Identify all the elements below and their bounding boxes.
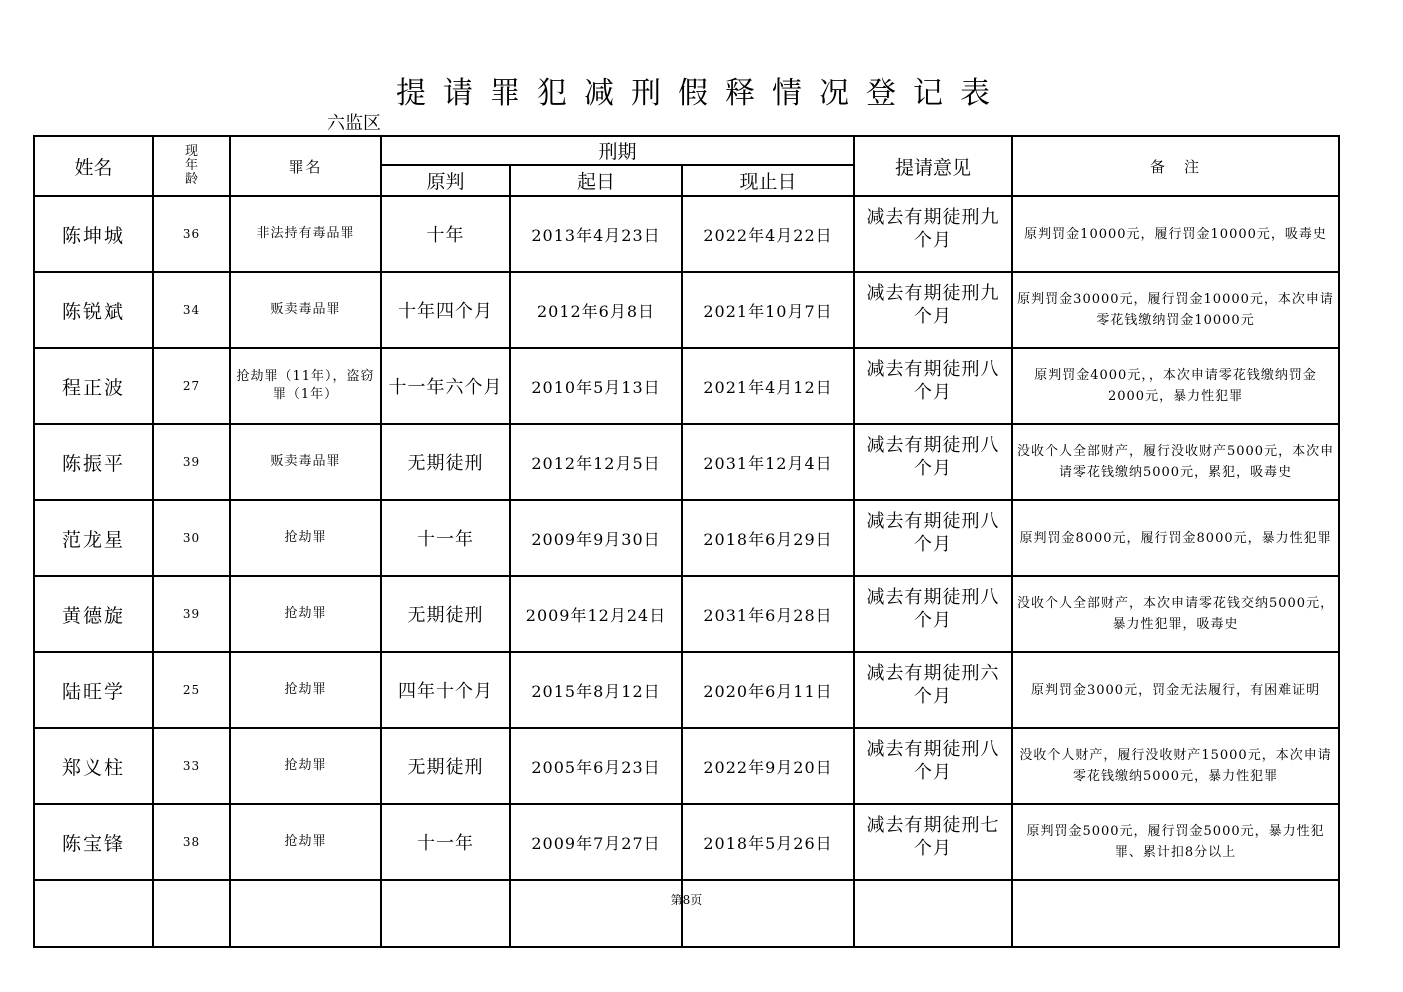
- page-title: 提请罪犯减刑假释情况登记表: [396, 76, 1007, 111]
- cell-opinion: 减去有期徒刑八个月: [854, 500, 1012, 576]
- cell-age: 33: [153, 728, 230, 804]
- cell-remarks: 原判罚金10000元，履行罚金10000元，吸毒史: [1012, 196, 1339, 272]
- cell-remarks: 没收个人全部财产，履行没收财产5000元，本次申请零花钱缴纳5000元，累犯，吸毒史: [1012, 424, 1339, 500]
- cell-remarks: 原判罚金30000元，履行罚金10000元，本次申请零花钱缴纳罚金10000元: [1012, 272, 1339, 348]
- cell-name: 范龙星: [34, 500, 153, 576]
- cell-age: 27: [153, 348, 230, 424]
- prison-area-label: 六监区: [327, 113, 381, 134]
- cell-crime: 抢劫罪: [230, 576, 381, 652]
- cell-end-date: 2018年6月29日: [682, 500, 854, 576]
- cell-start-date: 2009年7月27日: [510, 804, 682, 880]
- cell-crime: 抢劫罪: [230, 500, 381, 576]
- cell-original-sentence: 十一年六个月: [381, 348, 510, 424]
- cell-opinion: 减去有期徒刑八个月: [854, 576, 1012, 652]
- cell-original-sentence: 十一年: [381, 804, 510, 880]
- table-row: [34, 272, 1339, 348]
- registration-table: [33, 135, 1340, 948]
- cell-name: 陈振平: [34, 424, 153, 500]
- cell-end-date: 2020年6月11日: [682, 652, 854, 728]
- table-body: [34, 196, 1339, 947]
- header-age-char: 龄: [184, 172, 198, 187]
- cell-name: 陈宝锋: [34, 804, 153, 880]
- cell-start-date: 2010年5月13日: [510, 348, 682, 424]
- table-row: [34, 348, 1339, 424]
- cell-opinion: 减去有期徒刑七个月: [854, 804, 1012, 880]
- table-row: [34, 576, 1339, 652]
- table-row: [34, 652, 1339, 728]
- cell-end-date: 2022年4月22日: [682, 196, 854, 272]
- cell-remarks: 原判罚金5000元，履行罚金5000元，暴力性犯罪、累计扣8分以上: [1012, 804, 1339, 880]
- cell-age: 30: [153, 500, 230, 576]
- cell-crime: 贩卖毒品罪: [230, 424, 381, 500]
- cell-crime: 抢劫罪（11年），盗窃罪（1年）: [230, 348, 381, 424]
- cell-start-date: 2012年6月8日: [510, 272, 682, 348]
- cell-start-date: 2009年12月24日: [510, 576, 682, 652]
- cell-crime: 非法持有毒品罪: [230, 196, 381, 272]
- page-number: 第8页: [670, 893, 703, 907]
- cell-start-date: 2012年12月5日: [510, 424, 682, 500]
- header-opinion: 提请意见: [854, 136, 1012, 196]
- cell-end-date: 2022年9月20日: [682, 728, 854, 804]
- table-row: [34, 196, 1339, 272]
- cell-opinion: 减去有期徒刑九个月: [854, 196, 1012, 272]
- table-row: [34, 500, 1339, 576]
- cell-name: 陆旺学: [34, 652, 153, 728]
- cell-end-date: 2021年4月12日: [682, 348, 854, 424]
- cell-opinion: 减去有期徒刑八个月: [854, 424, 1012, 500]
- cell-remarks: 没收个人全部财产，本次申请零花钱交纳5000元，暴力性犯罪，吸毒史: [1012, 576, 1339, 652]
- cell-original-sentence: 无期徒刑: [381, 424, 510, 500]
- header-remarks: 备 注: [1012, 136, 1339, 196]
- header-sentence-group: 刑期: [381, 136, 854, 165]
- cell-opinion: 减去有期徒刑八个月: [854, 348, 1012, 424]
- header-original: 原判: [381, 165, 510, 196]
- cell-age: 25: [153, 652, 230, 728]
- header-crime: 罪名: [230, 136, 381, 196]
- cell-end-date: 2031年12月4日: [682, 424, 854, 500]
- cell-age: 38: [153, 804, 230, 880]
- cell-name: 陈坤城: [34, 196, 153, 272]
- header-end: 现止日: [682, 165, 854, 196]
- cell-original-sentence: 无期徒刑: [381, 728, 510, 804]
- cell-start-date: 2013年4月23日: [510, 196, 682, 272]
- cell-name: 郑义柱: [34, 728, 153, 804]
- header-age-char: 年: [184, 158, 198, 173]
- cell-remarks: 原判罚金4000元，，本次申请零花钱缴纳罚金2000元，暴力性犯罪: [1012, 348, 1339, 424]
- cell-age: 36: [153, 196, 230, 272]
- cell-remarks: 原判罚金3000元，罚金无法履行，有困难证明: [1012, 652, 1339, 728]
- cell-crime: 贩卖毒品罪: [230, 272, 381, 348]
- cell-original-sentence: 十年四个月: [381, 272, 510, 348]
- cell-start-date: 2009年9月30日: [510, 500, 682, 576]
- cell-original-sentence: 四年十个月: [381, 652, 510, 728]
- cell-age: 39: [153, 576, 230, 652]
- cell-start-date: 2005年6月23日: [510, 728, 682, 804]
- header-age: [153, 136, 230, 196]
- cell-name: 黄德旋: [34, 576, 153, 652]
- cell-original-sentence: 无期徒刑: [381, 576, 510, 652]
- cell-start-date: 2015年8月12日: [510, 652, 682, 728]
- cell-opinion: 减去有期徒刑九个月: [854, 272, 1012, 348]
- cell-opinion: 减去有期徒刑八个月: [854, 728, 1012, 804]
- cell-original-sentence: 十一年: [381, 500, 510, 576]
- cell-crime: 抢劫罪: [230, 652, 381, 728]
- cell-remarks: 没收个人财产，履行没收财产15000元，本次申请零花钱缴纳5000元，暴力性犯罪: [1012, 728, 1339, 804]
- cell-end-date: 2018年5月26日: [682, 804, 854, 880]
- cell-opinion: 减去有期徒刑六个月: [854, 652, 1012, 728]
- table-row: [34, 804, 1339, 880]
- cell-name: 陈锐斌: [34, 272, 153, 348]
- cell-crime: 抢劫罪: [230, 804, 381, 880]
- cell-remarks: 原判罚金8000元，履行罚金8000元，暴力性犯罪: [1012, 500, 1339, 576]
- cell-crime: 抢劫罪: [230, 728, 381, 804]
- header-start: 起日: [510, 165, 682, 196]
- table-row: [34, 728, 1339, 804]
- cell-name: 程正波: [34, 348, 153, 424]
- cell-age: 39: [153, 424, 230, 500]
- header-name: 姓名: [34, 136, 153, 196]
- header-age-char: 现: [184, 144, 198, 159]
- cell-end-date: 2031年6月28日: [682, 576, 854, 652]
- table-row: [34, 424, 1339, 500]
- cell-original-sentence: 十年: [381, 196, 510, 272]
- cell-age: 34: [153, 272, 230, 348]
- cell-end-date: 2021年10月7日: [682, 272, 854, 348]
